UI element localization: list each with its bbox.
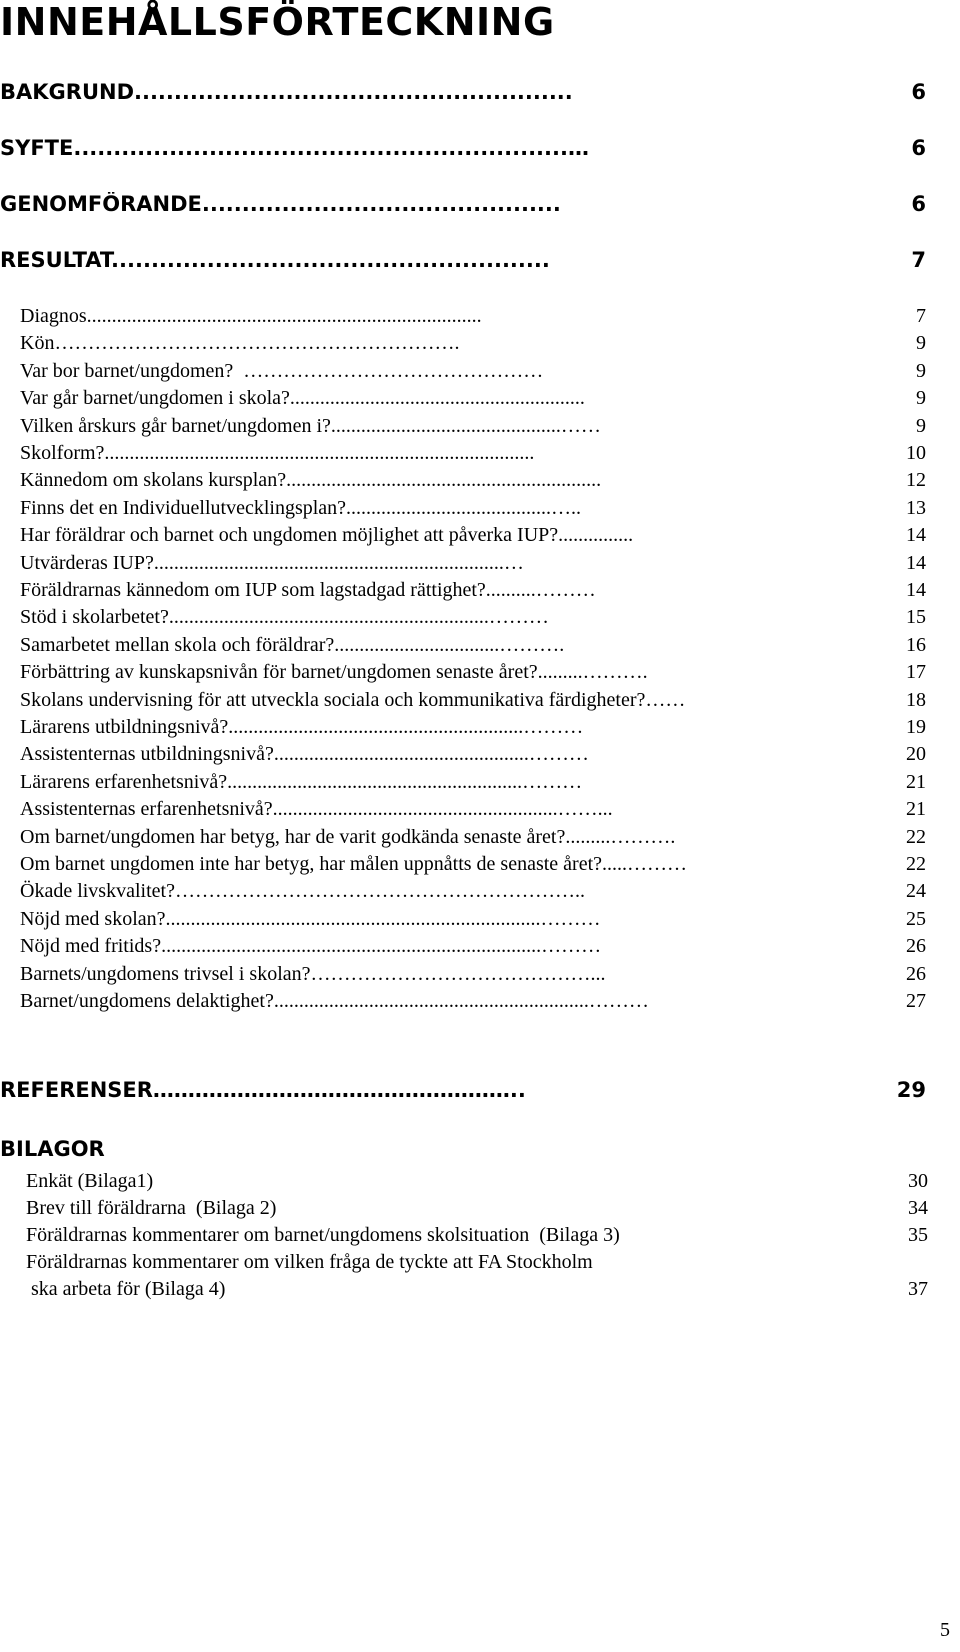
toc-entry — [20, 826, 926, 852]
toc-entry-label: Om barnet ungdomen inte har betyg, har målen uppnåtts de senaste året?.....……… — [20, 853, 688, 875]
toc-entry-label: Samarbetet mellan skola och föräldrar?.................................………. — [20, 634, 565, 656]
toc-entry — [20, 743, 926, 769]
toc-entry-page: 22 — [906, 826, 926, 848]
toc-entry-page: 18 — [906, 689, 926, 711]
toc-entry-page: 13 — [906, 497, 926, 519]
appendix-item — [26, 1251, 928, 1277]
toc-entry-page: 10 — [906, 442, 926, 464]
toc-entry-page: 9 — [916, 387, 926, 409]
toc-entry — [20, 908, 926, 934]
toc-entry-major-label: BAKGRUND....................................................... — [0, 80, 573, 104]
toc-entry-page: 14 — [906, 579, 926, 601]
toc-entry-label: Barnet/ungdomens delaktighet?...............................................................……… — [20, 990, 649, 1012]
toc-entry-page: 21 — [906, 771, 926, 793]
toc-entry-page: 24 — [906, 880, 926, 902]
toc-entry-label: Vilken årskurs går barnet/ungdomen i?..............................................…… — [20, 415, 601, 437]
appendix-item-label: Brev till föräldrarna (Bilaga 2) — [26, 1197, 277, 1219]
toc-entry-major-label: GENOMFÖRANDE............................................. — [0, 192, 561, 216]
page-number: 5 — [940, 1619, 950, 1641]
appendix-item-page: 34 — [908, 1197, 928, 1219]
toc-entry-page: 26 — [906, 963, 926, 985]
toc-entry — [20, 524, 926, 550]
toc-entry-label: Om barnet/ungdomen har betyg, har de varit godkända senaste året?.........………. — [20, 826, 676, 848]
toc-entry-page: 16 — [906, 634, 926, 656]
toc-entry-page: 7 — [916, 305, 926, 327]
toc-entry-label: Nöjd med fritids?............................................................................……… — [20, 935, 602, 957]
toc-entry — [20, 990, 926, 1016]
appendix-item — [26, 1278, 928, 1304]
appendix-item — [26, 1170, 928, 1196]
appendix-item-label: ska arbeta för (Bilaga 4) — [26, 1278, 226, 1300]
toc-entry-label: Finns det en Individuellutvecklingsplan?.........................................….. — [20, 497, 582, 519]
toc-entry — [20, 469, 926, 495]
toc-entry-label: Utvärderas IUP?......................................................................… — [20, 552, 524, 574]
toc-entry-page: 14 — [906, 524, 926, 546]
toc-entry-page: 19 — [906, 716, 926, 738]
toc-entry-label: Barnets/ungdomens trivsel i skolan?……………………………………... — [20, 963, 606, 985]
toc-entry — [20, 798, 926, 824]
toc-entry-references — [0, 1078, 926, 1104]
toc-entry — [20, 935, 926, 961]
appendix-item-page: 30 — [908, 1170, 928, 1192]
toc-entry-label: Föräldrarnas kännedom om IUP som lagstadgad rättighet?..........……… — [20, 579, 596, 601]
toc-entry-label: Kön……………………………………………………. — [20, 332, 460, 354]
toc-entry — [20, 661, 926, 687]
toc-entry — [20, 853, 926, 879]
appendix-item-label: Föräldrarnas kommentarer om barnet/ungdomens skolsituation (Bilaga 3) — [26, 1224, 620, 1246]
toc-entry-label: Kännedom om skolans kursplan?............................................................... — [20, 469, 602, 491]
toc-entry-page: 27 — [906, 990, 926, 1012]
toc-entry-label: Skolform?...................................................................................... — [20, 442, 535, 464]
toc-entry-references-page: 29 — [896, 1078, 926, 1102]
toc-entry-label: Var bor barnet/ungdomen? ……………………………………… — [20, 360, 544, 382]
appendix-item-label: Föräldrarnas kommentarer om vilken fråga de tyckte att FA Stockholm — [26, 1251, 593, 1273]
toc-entry-label: Stöd i skolarbetet?................................................................……… — [20, 606, 549, 628]
toc-entry — [20, 606, 926, 632]
toc-entry-major-page: 7 — [911, 248, 926, 272]
toc-entry-label: Ökade livskvalitet?…………………………………………………….. — [20, 880, 585, 902]
appendix-item-label: Enkät (Bilaga1) — [26, 1170, 154, 1192]
toc-entry-label: Nöjd med skolan?...........................................................................……… — [20, 908, 601, 930]
toc-entry — [20, 442, 926, 468]
toc-entry-label: Lärarens utbildningsnivå?...........................................................……… — [20, 716, 584, 738]
toc-entry-major-page: 6 — [911, 80, 926, 104]
appendices-heading: BILAGOR — [0, 1137, 105, 1161]
appendix-item-page: 37 — [908, 1278, 928, 1300]
toc-entry-page: 9 — [916, 415, 926, 437]
appendix-item — [26, 1224, 928, 1250]
toc-entry — [20, 579, 926, 605]
toc-entry-page: 26 — [906, 935, 926, 957]
toc-entry-label: Assistenternas utbildningsnivå?...................................................……… — [20, 743, 589, 765]
toc-entry-label: Förbättring av kunskapsnivån för barnet/ungdomen senaste året?.........………. — [20, 661, 648, 683]
toc-entry-major-page: 6 — [911, 192, 926, 216]
toc-entry-page: 22 — [906, 853, 926, 875]
toc-entry-page: 12 — [906, 469, 926, 491]
toc-entry-label: Diagnos............................................................................... — [20, 305, 482, 327]
toc-entry-page: 20 — [906, 743, 926, 765]
toc-entry-page: 17 — [906, 661, 926, 683]
toc-entry — [20, 332, 926, 358]
toc-entry — [20, 963, 926, 989]
toc-entry-label: Var går barnet/ungdomen i skola?........................................................... — [20, 387, 585, 409]
toc-entry-major — [0, 248, 926, 274]
toc-entry-page: 21 — [906, 798, 926, 820]
toc-entry-major — [0, 136, 926, 162]
toc-entry — [20, 360, 926, 386]
toc-entry-page: 15 — [906, 606, 926, 628]
toc-entry-major — [0, 192, 926, 218]
toc-entry-label: Assistenternas erfarenhetsnivå?.........................................................……... — [20, 798, 613, 820]
toc-entry-major — [0, 80, 926, 106]
toc-entry-page: 14 — [906, 552, 926, 574]
toc-entry — [20, 634, 926, 660]
toc-entry — [20, 880, 926, 906]
toc-entry-page: 9 — [916, 360, 926, 382]
toc-entry-label: Har föräldrar och barnet och ungdomen möjlighet att påverka IUP?............... — [20, 524, 634, 546]
page-title: INNEHÅLLSFÖRTECKNING — [0, 0, 555, 44]
toc-entry — [20, 771, 926, 797]
toc-entry-page: 25 — [906, 908, 926, 930]
toc-entry-references-label: REFERENSER…………………………………………….. — [0, 1078, 526, 1102]
toc-entry — [20, 689, 926, 715]
toc-entry-major-label: SYFTE..............................................................… — [0, 136, 589, 160]
toc-entry-major-page: 6 — [911, 136, 926, 160]
toc-entry-page: 9 — [916, 332, 926, 354]
toc-entry — [20, 552, 926, 578]
appendix-item-page: 35 — [908, 1224, 928, 1246]
toc-entry — [20, 387, 926, 413]
toc-entry — [20, 415, 926, 441]
toc-entry — [20, 497, 926, 523]
toc-entry-label: Lärarens erfarenhetsnivå?...........................................................……… — [20, 771, 583, 793]
toc-entry — [20, 716, 926, 742]
toc-entry-label: Skolans undervisning för att utveckla sociala och kommunikativa färdigheter?…… — [20, 689, 686, 711]
toc-entry — [20, 305, 926, 331]
appendix-item — [26, 1197, 928, 1223]
toc-entry-major-label: RESULTAT....................................................... — [0, 248, 550, 272]
